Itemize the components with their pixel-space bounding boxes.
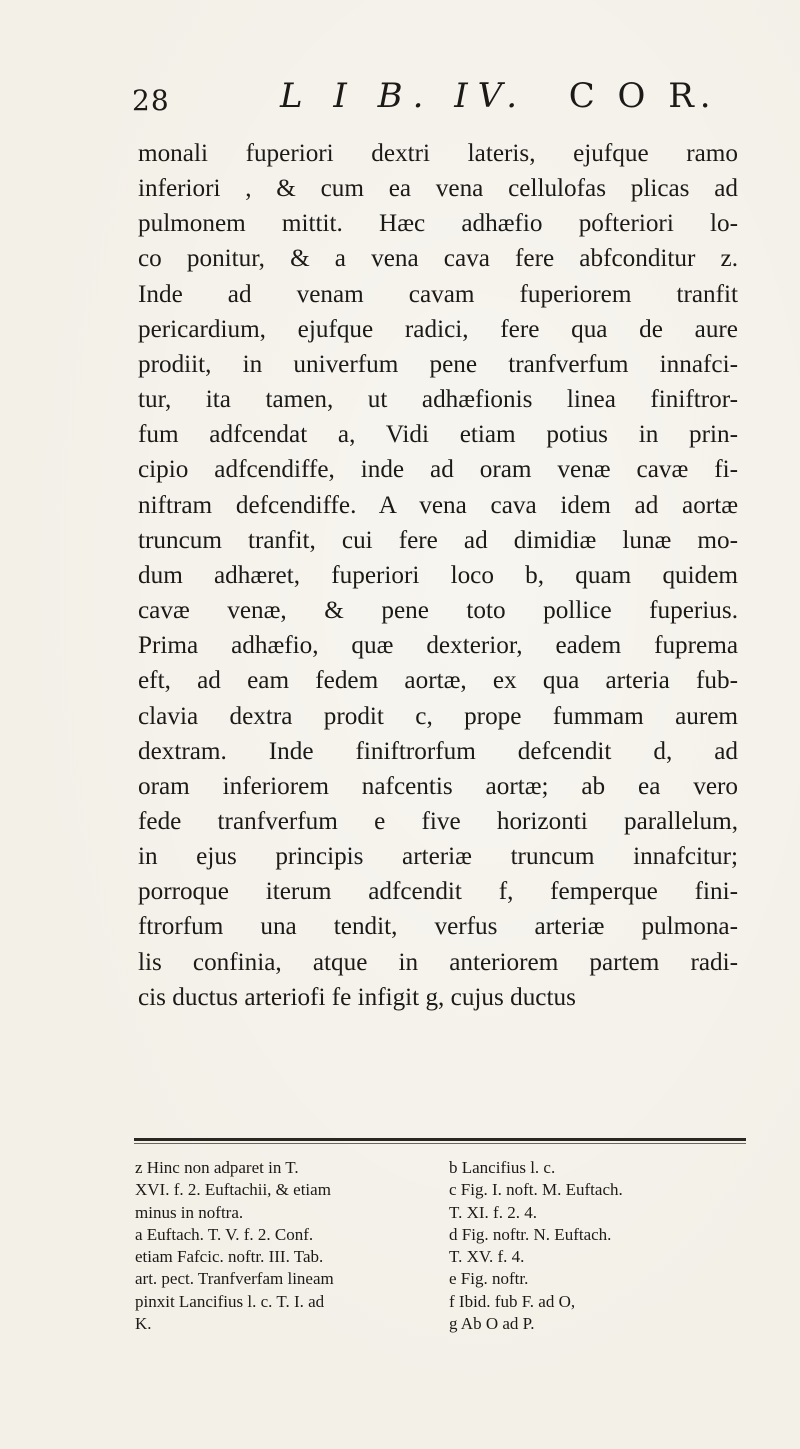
text-line: prodiit, in univerfum pene tranfverfum innafci- (138, 350, 738, 378)
running-head (280, 76, 717, 116)
footnote-line: f Ibid. fub F. ad O, (449, 1291, 576, 1311)
page-number: 28 (132, 84, 170, 117)
footnote-line: T. XV. f. 4. (449, 1247, 525, 1267)
text-line: Inde ad venam cavam fuperiorem tranfit (138, 280, 738, 308)
text-line: dextram. Inde finiftrorfum defcendit d, ad (138, 737, 738, 765)
footnotes-right-column (449, 1157, 749, 1335)
footnote-rule (134, 1138, 746, 1141)
footnote-line: d Fig. noftr. N. Euftach. (449, 1224, 612, 1244)
footnote-line: z Hinc non adparet in T. (135, 1158, 299, 1177)
footnote-line: a Euftach. T. V. f. 2. Conf. (135, 1224, 314, 1244)
text-line: pericardium, ejufque radici, fere qua de aure (138, 315, 738, 343)
page-header (132, 66, 732, 126)
text-line: truncum tranfit, cui fere ad dimidiæ lunæ mo- (138, 526, 738, 554)
text-line: cis ductus arteriofi fe infigit g, cujus ductus (138, 983, 576, 1011)
text-line: fede tranfverfum e five horizonti parallelum, (138, 807, 738, 835)
text-line: clavia dextra prodit c, prope fummam aurem (138, 702, 738, 730)
text-line: fum adfcendat a, Vidi etiam potius in prin- (138, 421, 738, 449)
footnote-line: T. XI. f. 2. 4. (449, 1202, 537, 1222)
footnote-line: b Lancifius l. c. (449, 1158, 556, 1177)
text-line: tur, ita tamen, ut adhæfionis linea finiftror- (138, 386, 738, 414)
text-line: lis confinia, atque in anteriorem partem radi- (138, 948, 738, 976)
footnote-rule-thin (134, 1143, 746, 1144)
text-line: cipio adfcendiffe, inde ad oram venæ cavæ fi- (138, 456, 738, 484)
text-line: dum adhæret, fuperiori loco b, quam quidem (138, 561, 738, 589)
text-line: in ejus principis arteriæ truncum innafcitur; (138, 843, 738, 871)
text-line: eft, ad eam fedem aortæ, ex qua arteria fub- (138, 667, 738, 695)
running-head-book: L I B. IV. (280, 76, 528, 116)
text-line: oram inferiorem nafcentis aortæ; ab ea vero (138, 772, 738, 800)
text-line: monali fuperiori dextri lateris, ejufque ramo (138, 140, 738, 167)
footnote-line: minus in noftra. (135, 1202, 244, 1222)
footnote-line: art. pect. Tranfverfam lineam (135, 1269, 334, 1289)
text-line: pulmonem mittit. Hæc adhæfio pofteriori lo- (138, 210, 738, 238)
footnote-line: pinxit Lancifius l. c. T. I. ad (135, 1291, 325, 1311)
footnote-line: c Fig. I. noft. M. Euftach. (449, 1180, 623, 1200)
text-line: co ponitur, & a vena cava fere abfconditur z. (138, 245, 738, 273)
text-line: Prima adhæfio, quæ dexterior, eadem fuprema (138, 632, 738, 660)
main-text (138, 136, 738, 1015)
footnote-line: g Ab O ad P. (449, 1314, 535, 1334)
footnotes-left-column (135, 1157, 440, 1335)
text-line: cavæ venæ, & pene toto pollice fuperius. (138, 597, 738, 625)
footnote-line: XVI. f. 2. Euftachii, & etiam (135, 1180, 331, 1200)
running-head-section: C O R. (568, 76, 717, 116)
footnote-line: K. (135, 1314, 152, 1334)
footnote-line: e Fig. noftr. (449, 1269, 529, 1289)
text-line: inferiori , & cum ea vena cellulofas plicas ad (138, 175, 738, 203)
footnote-line: etiam Fafcic. noftr. III. Tab. (135, 1247, 324, 1267)
text-line: porroque iterum adfcendit f, femperque fini- (138, 878, 738, 906)
text-line: ftrorfum una tendit, verfus arteriæ pulmona- (138, 913, 738, 941)
text-line: niftram defcendiffe. A vena cava idem ad aortæ (138, 491, 738, 519)
